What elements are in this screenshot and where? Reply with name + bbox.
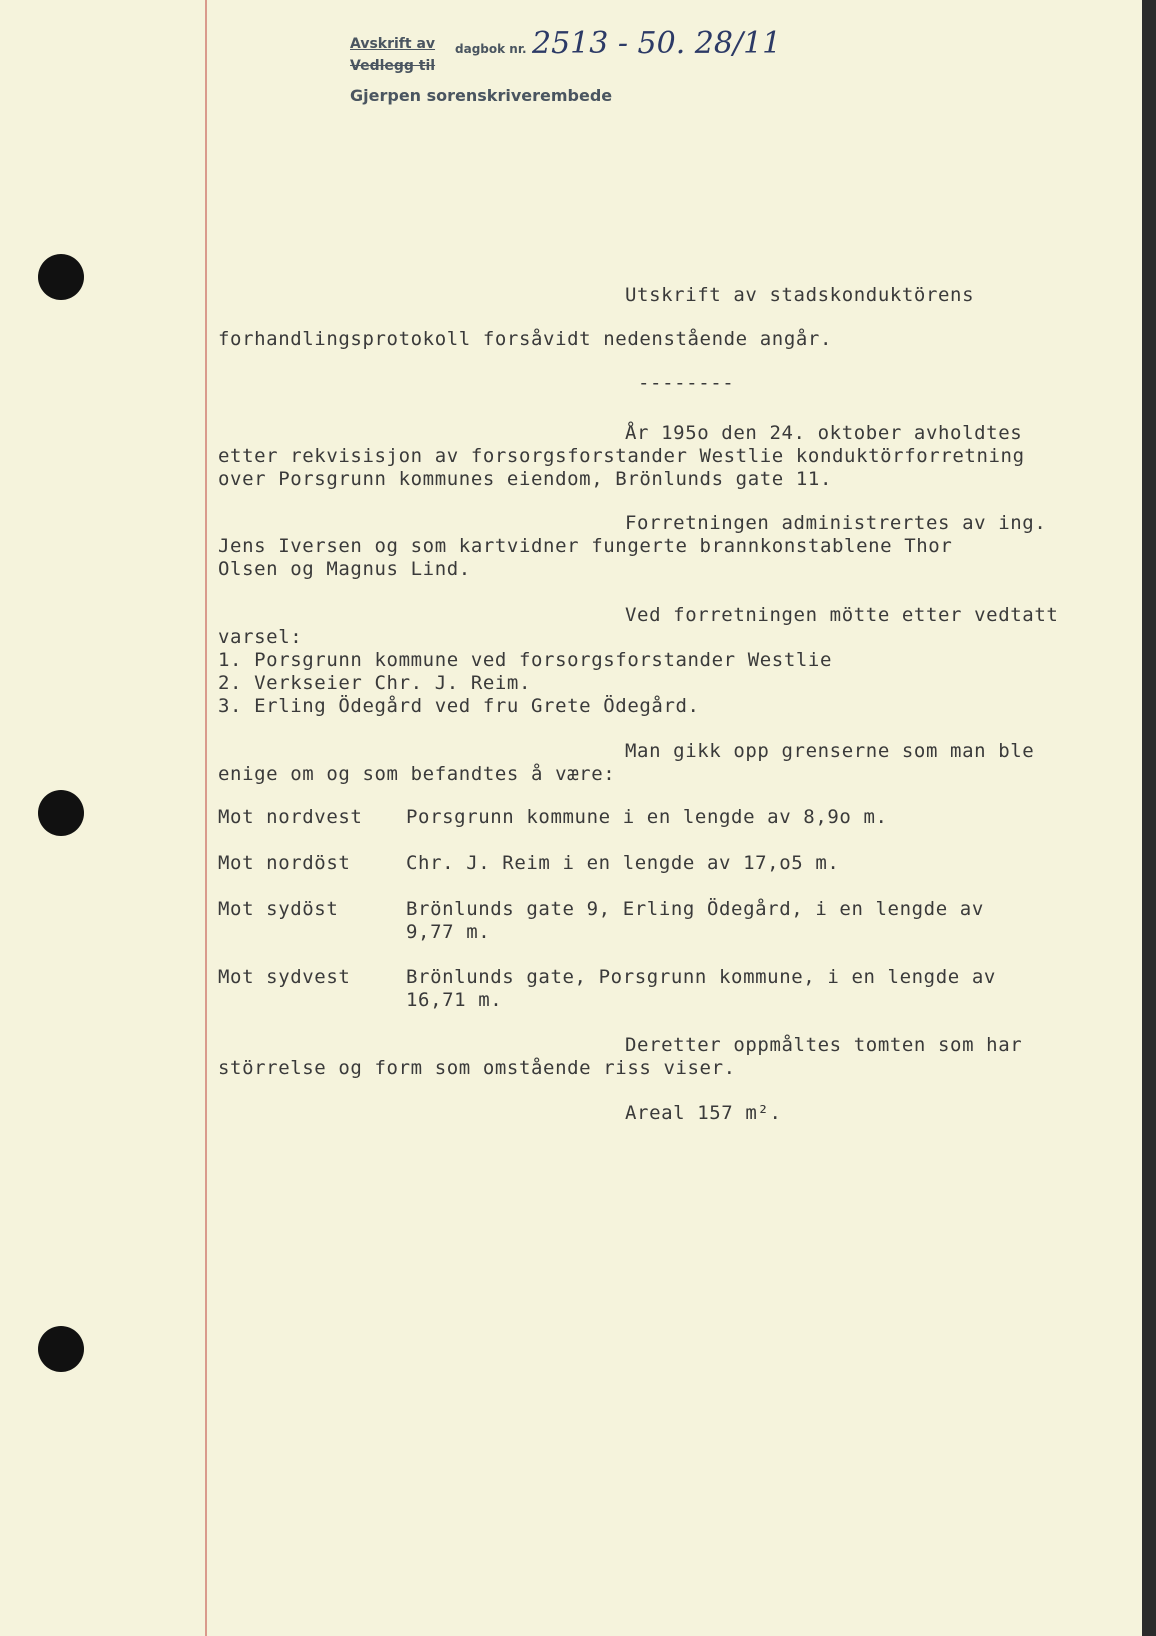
- heading-line-1: Utskrift av stadskonduktörens: [625, 284, 975, 306]
- list-item-1: 1. Porsgrunn kommune ved forsorgsforstander Westlie: [218, 649, 832, 671]
- boundary-text-sydost-2: 9,77 m.: [406, 921, 491, 943]
- stamp-dagbok: dagbok nr.: [455, 42, 527, 56]
- margin-line: [205, 0, 207, 1636]
- paragraph-1-line-1: År 195o den 24. oktober avholdtes: [625, 422, 1023, 444]
- boundary-label-sydvest: Mot sydvest: [218, 966, 351, 988]
- paragraph-2-line-3: Olsen og Magnus Lind.: [218, 558, 471, 580]
- paragraph-3-line-1: Ved forretningen mötte etter vedtatt: [625, 604, 1059, 626]
- paragraph-2-line-2: Jens Iversen og som kartvidner fungerte brannkonstablene Thor: [218, 535, 953, 557]
- paragraph-4-line-1: Man gikk opp grenserne som man ble: [625, 740, 1035, 762]
- stamp-avskrift: Avskrift av: [350, 36, 436, 52]
- paragraph-5-line-1: Deretter oppmåltes tomten som har: [625, 1034, 1023, 1056]
- boundary-text-sydvest-1: Brönlunds gate, Porsgrunn kommune, i en lengde av: [406, 966, 996, 988]
- punch-hole: [38, 1326, 84, 1372]
- paragraph-3-line-2: varsel:: [218, 626, 303, 648]
- paragraph-4-line-2: enige om og som befandtes å være:: [218, 763, 616, 785]
- boundary-label-nordost: Mot nordöst: [218, 852, 351, 874]
- paragraph-1-line-3: over Porsgrunn kommunes eiendom, Brönlunds gate 11.: [218, 468, 832, 490]
- boundary-text-nordvest: Porsgrunn kommune i en lengde av 8,9o m.: [406, 806, 888, 828]
- separator: --------: [638, 372, 735, 394]
- boundary-text-nordost: Chr. J. Reim i en lengde av 17,o5 m.: [406, 852, 840, 874]
- boundary-text-sydvest-2: 16,71 m.: [406, 989, 503, 1011]
- boundary-text-sydost-1: Brönlunds gate 9, Erling Ödegård, i en lengde av: [406, 898, 984, 920]
- paragraph-1-line-2: etter rekvisisjon av forsorgsforstander Westlie konduktörforretning: [218, 445, 1025, 467]
- punch-hole: [38, 790, 84, 836]
- list-item-2: 2. Verkseier Chr. J. Reim.: [218, 672, 532, 694]
- handwritten-number: 2513 - 50. 28/11: [532, 26, 782, 61]
- stamp-vedlegg: Vedlegg til: [350, 58, 436, 74]
- paragraph-2-line-1: Forretningen administrertes av ing.: [625, 512, 1047, 534]
- stamp-office: Gjerpen sorenskriverembede: [350, 86, 613, 105]
- list-item-3: 3. Erling Ödegård ved fru Grete Ödegård.: [218, 695, 700, 717]
- boundary-label-sydost: Mot sydöst: [218, 898, 339, 920]
- heading-line-2: forhandlingsprotokoll forsåvidt nedenstående angår.: [218, 328, 832, 350]
- paragraph-5-line-2: störrelse og form som omstående riss viser.: [218, 1057, 736, 1079]
- boundary-label-nordvest: Mot nordvest: [218, 806, 363, 828]
- punch-hole: [38, 254, 84, 300]
- scan-edge: [1142, 0, 1156, 1636]
- area-value: Areal 157 m².: [625, 1102, 782, 1124]
